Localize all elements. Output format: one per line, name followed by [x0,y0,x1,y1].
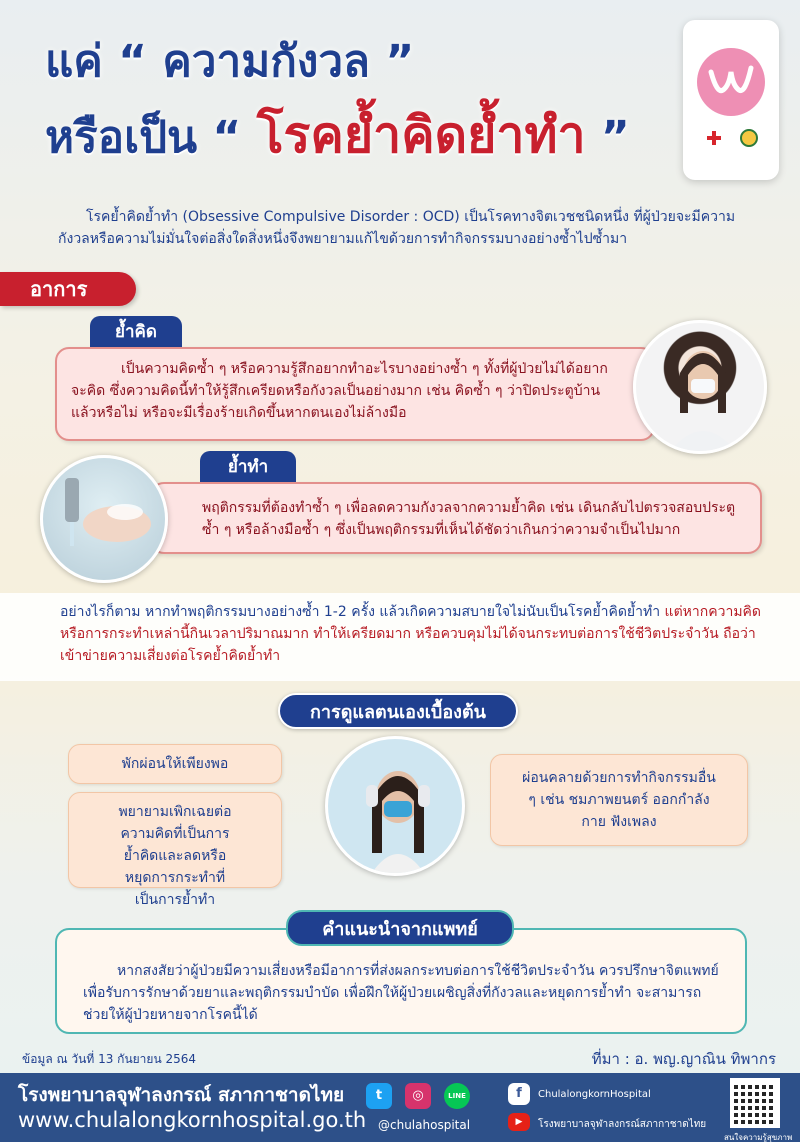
obsession-text: เป็นความคิดซ้ำ ๆ หรือความรู้สึกอยากทำอะไรบางอย่างซ้ำ ๆ ทั้งที่ผู้ป่วยไม่ได้อยากจะคิด ซึ่งความคิดนี้ทำให้รู้สึกเครียดหรือกังวลเป็นอย่างมาก เช่น คิดซ้ำ ๆ ว่าปิดประตูบ้านแล้วหรือไม่ หรือจะมีเรื่องร้ายเกิดขึ้นหากตนเองไม่ล้างมือ [71,361,608,421]
tip-ignore-thoughts: พยายามเพิกเฉยต่อความคิดที่เป็นการย้ำคิดและลดหรือหยุดการกระทำที่เป็นการย้ำทำ [68,792,282,888]
intro-text: โรคย้ำคิดย้ำทำ (Obsessive Compulsive Disorder : OCD) เป็นโรคทางจิตเวชชนิดหนึ่ง ที่ผู้ป่วยจะมีความกังวลหรือความไม่มั่นใจต่อสิ่งใดสิ่งหนึ่งจึงพยายามแก้ไขด้วยการทำกิจกรรมบางอย่างซ้ำไปซ้ำมา [58,209,736,247]
headphones-woman-photo [325,736,465,876]
note-normal-text: อย่างไรก็ตาม หากทำพฤติกรรมบางอย่างซ้ำ 1-2 ครั้ง แล้วเกิดความสบายใจไม่นับเป็นโรคย้ำคิดย้ำทำ [60,604,665,620]
social-handle[interactable]: @chulahospital [378,1118,471,1132]
logo-card [683,20,779,180]
compulsion-label: ย้ำทำ [200,451,296,483]
title-highlight: โรคย้ำคิดย้ำทำ [256,106,586,164]
worried-woman-icon [636,323,767,454]
instagram-icon[interactable]: ◎ [405,1083,431,1109]
hospital-logo-icon [683,20,779,180]
doctor-advice-text: หากสงสัยว่าผู้ป่วยมีความเสี่ยงหรือมีอาการที่ส่งผลกระทบต่อการใช้ชีวิตประจำวัน ควรปรึกษาจิตแพทย์เพื่อรับการรักษาด้วยยาและพฤติกรรมบำบัด เพื่อฝึกให้ผู้ป่วยเผชิญสิ่งที่กังวลและหยุดการย้ำทำ จะสามารถช่วยให้ผู้ป่วยหายจากโรคนี้ได้ [83,963,719,1023]
symptoms-heading: อาการ [0,272,136,306]
note-warning-text: แต่หากความคิดหรือการกระทำเหล่านี้กินเวลาปริมาณมาก ทำให้เครียดมาก หรือควบคุมไม่ได้จนกระทบต่อการใช้ชีวิตประจำวัน ถือว่าเข้าข่ายความเสี่ยงต่อโรคย้ำคิดย้ำทำ [60,604,762,664]
footer-hospital-name: โรงพยาบาลจุฬาลงกรณ์ สภากาชาดไทย [18,1084,345,1106]
handwashing-photo [40,455,168,583]
page-title-line1: แค่ “ ความกังวล ” [45,36,415,87]
tip-relax: ผ่อนคลายด้วยการทำกิจกรรมอื่น ๆ เช่น ชมภาพยนตร์ ออกกำลังกาย ฟังเพลง [490,754,748,846]
headphones-woman-icon [328,739,465,876]
self-care-heading: การดูแลตนเองเบื้องต้น [278,693,518,729]
compulsion-text: พฤติกรรมที่ต้องทำซ้ำ ๆ เพื่อลดความกังวลจากความย้ำคิด เช่น เดินกลับไปตรวจสอบประตูซ้ำ ๆ หรือล้างมือซ้ำ ๆ ซึ่งเป็นพฤติกรรมที่เห็นได้ชัดว่าเกินกว่าความจำเป็นไปมาก [202,500,736,538]
obsession-label: ย้ำคิด [90,316,182,348]
note-band [0,593,800,681]
handwashing-icon [43,458,168,583]
qr-code-icon[interactable] [730,1078,780,1128]
youtube-name[interactable]: โรงพยาบาลจุฬาลงกรณ์สภากาชาดไทย [538,1119,707,1130]
title-prefix: หรือเป็น “ [45,112,242,163]
title-suffix: ” [600,112,630,163]
twitter-icon[interactable]: t [366,1083,392,1109]
tip-rest: พักผ่อนให้เพียงพอ [68,744,282,784]
doctor-advice-heading: คำแนะนำจากแพทย์ [286,910,514,946]
compulsion-box [150,482,762,554]
facebook-name[interactable]: ChulalongkornHospital [538,1089,651,1100]
obsession-box [55,347,655,441]
youtube-icon[interactable]: ▶ [508,1113,530,1131]
page-title-line2 [45,106,630,164]
facebook-icon[interactable]: f [508,1083,530,1105]
line-icon[interactable]: LINE [444,1083,470,1109]
worried-woman-photo [633,320,767,454]
source-credit: ที่มา : อ. พญ.ญาณิน ทิพากร [591,1050,776,1068]
data-date: ข้อมูล ณ วันที่ 13 กันยายน 2564 [22,1052,197,1066]
qr-caption: สนใจความรู้สุขภาพ [724,1133,793,1142]
footer-url[interactable]: www.chulalongkornhospital.go.th [18,1108,367,1132]
